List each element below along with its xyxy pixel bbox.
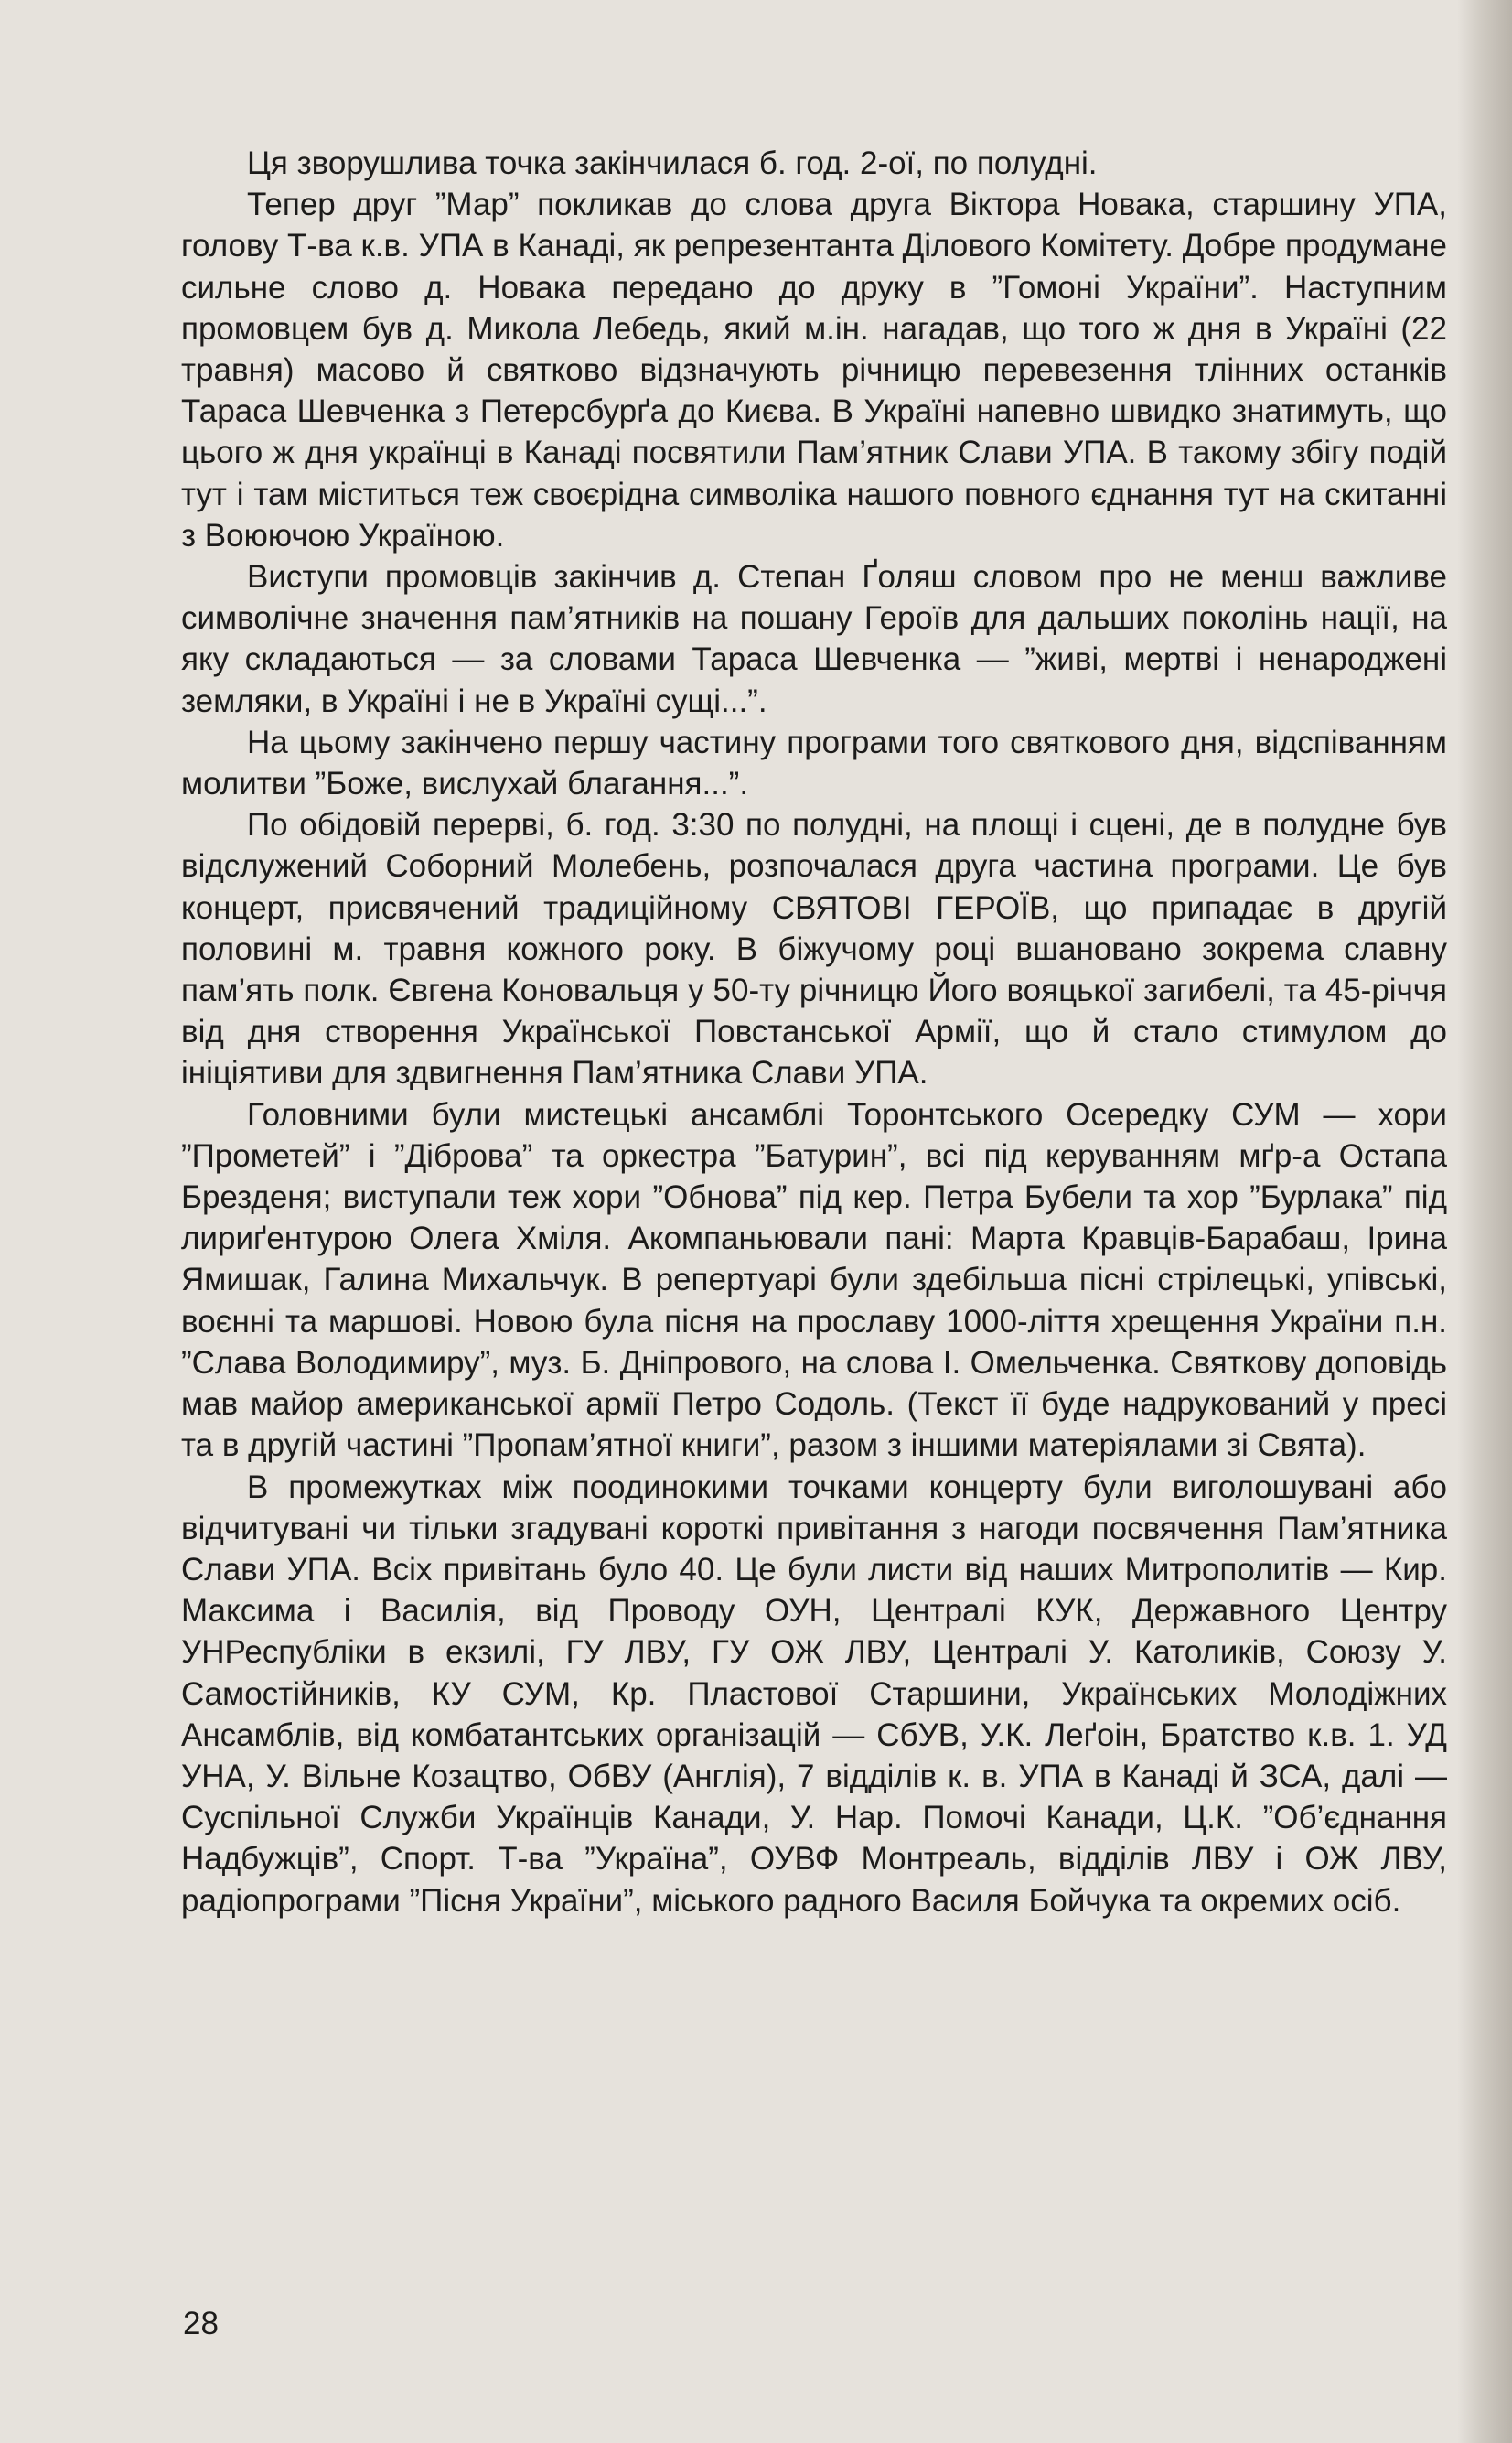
paragraph-7: В промежутках між поодинокими точками концерту були виголошувані або відчитувані чи тільки згадувані короткі привітання з нагоди посвячення Пам’ятника Слави УПА. Всіх привітань було 40. Це були листи від наших Митрополитів — Кир. Максима і Василія, від Проводу ОУН, Централі КУК, Державного Центру УНРеспубліки в екзилі, ГУ ЛВУ, ГУ ОЖ ЛВУ, Централі У. Католиків, Союзу У. Самостійників, КУ СУМ, Кр. Пластової Старшини, Українських Молодіжних Ансамблів, від комбатантських організацій — СбУВ, У.К. Леґоін, Братство к.в. 1. УД УНА, У. Вільне Козацтво, ОбВУ (Англія), 7 відділів к. в. УПА в Канаді й ЗСА, далі — Суспільної Служби Українців Канади, У. Нар. Помочі Канади, Ц.К. ”Об’єднання Надбужців”, Спорт. Т-ва ”Україна”, ОУВФ Монтреаль, відділів ЛВУ і ОЖ ЛВУ, радіопрограми ”Пісня України”, міського радного Василя Бойчука та окремих осіб. xyxy=(181,1469,1447,1919)
paragraph-6: Головними були мистецькі ансамблі Торонтського Осередку СУМ — хори ”Прометей” і ”Діброва” та оркестра ”Батурин”, всі під керуванням мґр-а Остапа Брезденя; виступали теж хори ”Обнова” під кер. Петра Бубели та хор ”Бурлака” під лириґентурою Олега Хміля. Акомпаньювали пані: Марта Кравців-Барабаш, Ірина Ямишак, Галина Михальчук. В репертуарі були здебільша пісні стрілецькі, упівські, воєнні та маршові. Новою була пісня на прославу 1000-ліття хрещення України п.н. ”Слава Володимиру”, муз. Б. Дніпрового, на слова І. Омельченка. Святкову доповідь мав майор американської армії Петро Содоль. (Текст її буде надрукований у пресі та в другій частині ”Пропам’ятної книги”, разом з іншими матеріялами зі Свята). xyxy=(181,1096,1447,1464)
paragraph-5: По обідовій перерві, б. год. 3:30 по полудні, на площі і сцені, де в полудне був відслужений Соборний Молебень, розпочалася друга частина програми. Це був концерт, присвячений традиційному СВЯТОВІ ГЕРОЇВ, що припадає в другій половині м. травня кожного року. В біжучому році вшановано зокрема славну пам’ять полк. Євгена Коновальця у 50-ту річницю Його вояцької загибелі, та 45-річчя від дня створення Української Повстанської Армії, що й стало стимулом до ініціятиви для здвигнення Пам’ятника Слави УПА. xyxy=(181,807,1447,1092)
page-number: 28 xyxy=(183,2306,219,2341)
paragraph-1: Ця зворушлива точка закінчилася б. год. 2-ої, по полудні. xyxy=(247,145,1098,181)
paragraph-2: Тепер друг ”Мар” покликав до слова друга Віктора Новака, старшину УПА, голову Т-ва к.в. УПА в Канаді, як репрезентанта Ділового Комітету. Добре продумане сильне слово д. Новака передано до друку в ”Гомоні України”. Наступним промовцем був д. Микола Лебедь, який м.ін. нагадав, що того ж дня в Україні (22 травня) масово й святково відзначують річницю перевезення тлінних останків Тараса Шевченка з Петерсбурґа до Києва. В Україні напевно швидко знатимуть, що цього ж дня українці в Канаді посвятили Пам’ятник Слави УПА. В такому збігу подій тут і там міститься теж своєрідна символіка нашого повного єднання тут на скитанні з Воюючою Україною. xyxy=(181,187,1447,554)
body-text xyxy=(181,143,1447,1921)
paragraph-3: Виступи промовців закінчив д. Степан Ґоляш словом про не менш важливе символічне значення пам’ятників на пошану Героїв для дальших поколінь нації, на яку складаються — за словами Тараса Шевченка — ”живі, мертві і ненароджені земляки, в Україні і не в Україні сущі...”. xyxy=(181,559,1447,719)
page-edge-shadow xyxy=(1457,0,1512,2443)
paragraph-4: На цьому закінчено першу частину програми того святкового дня, відспіванням молитви ”Боже, вислухай благання...”. xyxy=(181,724,1447,802)
